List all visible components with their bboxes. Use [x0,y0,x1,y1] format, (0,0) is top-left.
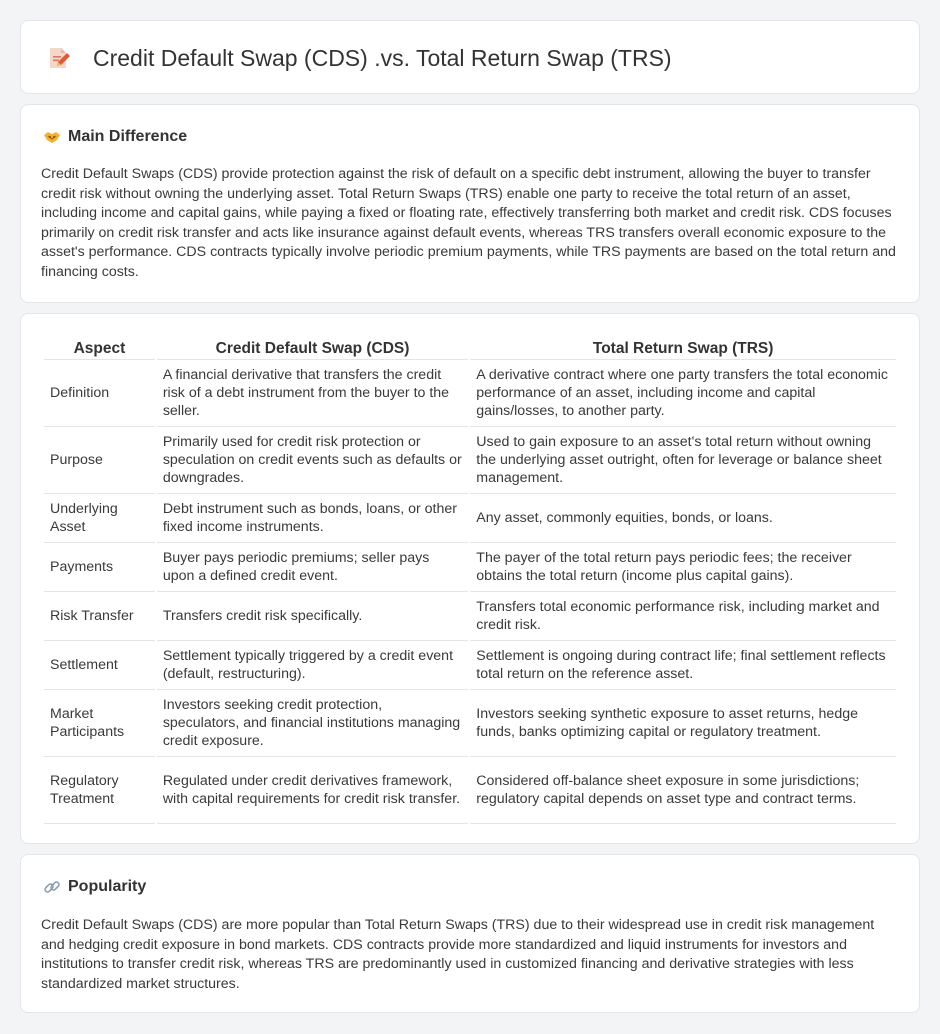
popularity-heading: Popularity [68,878,147,895]
trs-cell: Considered off-balance sheet exposure in some jurisdictions; regulatory capital depends on asset type and contract terms. [470,757,896,824]
table-header-row [44,337,896,360]
table-row [44,592,896,641]
comparison-table [42,337,898,824]
aspect-cell: Underlying Asset [44,494,155,543]
cds-cell: A financial derivative that transfers the credit risk of a debt instrument from the buyer to the seller. [157,360,468,427]
aspect-cell: Payments [44,543,155,592]
cds-cell: Primarily used for credit risk protection or speculation on credit events such as defaults or downgrades. [157,427,468,494]
aspect-cell: Purpose [44,427,155,494]
link-icon [43,878,61,896]
document-pencil-icon [47,46,71,70]
main-difference-section [20,104,920,303]
page-title: Credit Default Swap (CDS) .vs. Total Return Swap (TRS) [93,45,672,71]
table-row [44,427,896,494]
popularity-section [20,854,920,1013]
table-row [44,757,896,824]
aspect-cell: Regulatory Treatment [44,757,155,824]
aspect-cell: Settlement [44,641,155,690]
trs-cell: Settlement is ongoing during contract life; final settlement reflects total return on the reference asset. [470,641,896,690]
cds-cell: Regulated under credit derivatives framework, with capital requirements for credit risk transfer. [157,757,468,824]
cds-cell: Debt instrument such as bonds, loans, or other fixed income instruments. [157,494,468,543]
aspect-cell: Risk Transfer [44,592,155,641]
trs-cell: Investors seeking synthetic exposure to asset returns, hedge funds, banks optimizing capital or regulatory treatment. [470,690,896,757]
popularity-header [43,877,146,897]
cds-cell: Buyer pays periodic premiums; seller pays upon a defined credit event. [157,543,468,592]
trs-cell: A derivative contract where one party transfers the total economic performance of an asset, including income and capital gains/losses, to another party. [470,360,896,427]
header-aspect: Aspect [44,337,155,360]
table-row [44,543,896,592]
trs-cell: Transfers total economic performance risk, including market and credit risk. [470,592,896,641]
main-difference-header [43,127,187,147]
trs-cell: Any asset, commonly equities, bonds, or loans. [470,494,896,543]
trs-cell: The payer of the total return pays periodic fees; the receiver obtains the total return (income plus capital gains). [470,543,896,592]
table-row [44,641,896,690]
aspect-cell: Market Participants [44,690,155,757]
main-difference-heading: Main Difference [68,128,188,145]
cds-cell: Settlement typically triggered by a credit event (default, restructuring). [157,641,468,690]
handshake-icon [43,128,61,146]
header-trs: Total Return Swap (TRS) [470,337,896,360]
header-cds: Credit Default Swap (CDS) [157,337,468,360]
comparison-section [20,313,920,844]
trs-cell: Used to gain exposure to an asset's total return without owning the underlying asset outright, often for leverage or balance sheet management. [470,427,896,494]
cds-cell: Transfers credit risk specifically. [157,592,468,641]
cds-cell: Investors seeking credit protection, speculators, and financial institutions managing credit exposure. [157,690,468,757]
popularity-text: Credit Default Swaps (CDS) are more popular than Total Return Swaps (TRS) due to their widespread use in credit risk management and hedging credit exposure in bond markets. CDS contracts provide more standardized and liquid instruments for investors and institutions to transfer credit risk, whereas TRS are predominantly used in customized financing and derivative strategies with less standardized market structures. [41,917,875,992]
main-difference-text: Credit Default Swaps (CDS) provide protection against the risk of default on a specific debt instrument, allowing the buyer to transfer credit risk without owning the underlying asset. Total Return Swaps (TRS) enable one party to receive the total return of an asset, including income and capital gains, while paying a fixed or floating rate, effectively transferring both market and credit risk. CDS focuses primarily on credit risk transfer and acts like insurance against default events, whereas TRS transfers overall economic exposure to the asset's performance. CDS contracts typically involve periodic premium payments, while TRS payments are based on the total return and financing costs. [41,166,896,280]
aspect-cell: Definition [44,360,155,427]
title-card [20,20,920,94]
table-row [44,494,896,543]
table-row [44,690,896,757]
table-row [44,360,896,427]
